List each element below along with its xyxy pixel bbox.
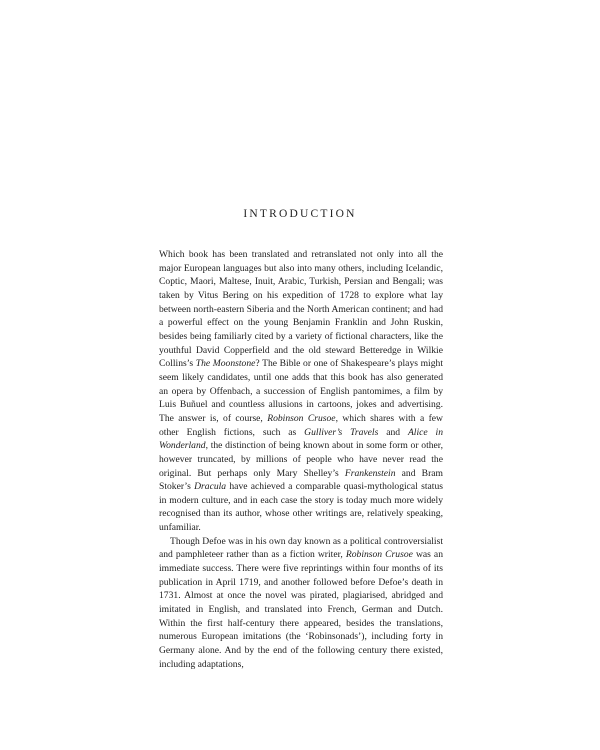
title-dracula: Dracula [194,481,227,493]
title-alice-in-wonderland: Alice in Wonderland [159,426,443,452]
title-the-moonstone: The Moonstone [195,358,256,370]
paragraph-1-text-4: and [378,426,408,438]
body-text [159,248,443,671]
paragraph-1-text-7: have achieved a comparable quasi-mythological status in modern culture, and in each case the story is today much more widely recognised than its author, whose other writings are, relatively speaking, unfamiliar. [159,481,443,534]
title-robinson-crusoe-2: Robinson Crusoe [345,549,413,561]
paragraph-1-text-1: Which book has been translated and retranslated not only into all the major European languages but also into many others, including Icelandic, Coptic, Maori, Maltese, Inuit, Arabic, Turkish, Persian and Bengali; was taken by Vitus Bering on his expedition of 1728 to explore what lay between north-eastern Siberia and the North American continent; and had a powerful effect on the young Benjamin Franklin and John Ruskin, besides being familiarly cited by a variety of fictional characters, like the youthful David Copperfield and the old steward Betteredge in Wilkie Collins’s [159,249,443,370]
paragraph-1-text-2: ? The Bible or one of Shakespeare’s plays might seem likely candidates, until one adds that this book has also generated an opera by Offenbach, a succession of English pantomimes, a film by Luis Buñuel and countless allusions in cartoons, jokes and advertising. The answer is, of course, [159,358,443,424]
paragraph-2-text-1: Though Defoe was in his own day known as a political controversialist and pamphleteer rather than as a fiction writer, [159,535,443,561]
title-gullivers-travels: Gulliver’s Travels [304,426,379,438]
title-frankenstein: Frankenstein [344,467,396,479]
paragraph-1-text-6: and Bram Stoker’s [159,467,443,493]
paragraph-1-text-3: , which shares with a few other English fictions, such as [159,412,443,438]
paragraph-2 [159,535,443,672]
paragraph-1 [159,248,443,535]
title-robinson-crusoe: Robinson Crusoe [267,412,336,424]
paragraph-2-text-2: was an immediate success. There were five reprintings within four months of its publication in April 1719, and another followed before Defoe’s death in 1731. Almost at once the novel was pirated, plagiarised, abridged and imitated in English, and translated into French, German and Dutch. Within the first half-century there appeared, besides the translations, numerous European imitations (the ‘Robinsonads’), including forty in Germany alone. And by the end of the following century there existed, including adaptations, [159,549,443,670]
paragraph-1-text-5: , the distinction of being known about in some form or other, however truncated, by millions of people who have never read the original. But perhaps only Mary Shelley’s [159,440,443,479]
chapter-heading: INTRODUCTION [243,208,357,220]
